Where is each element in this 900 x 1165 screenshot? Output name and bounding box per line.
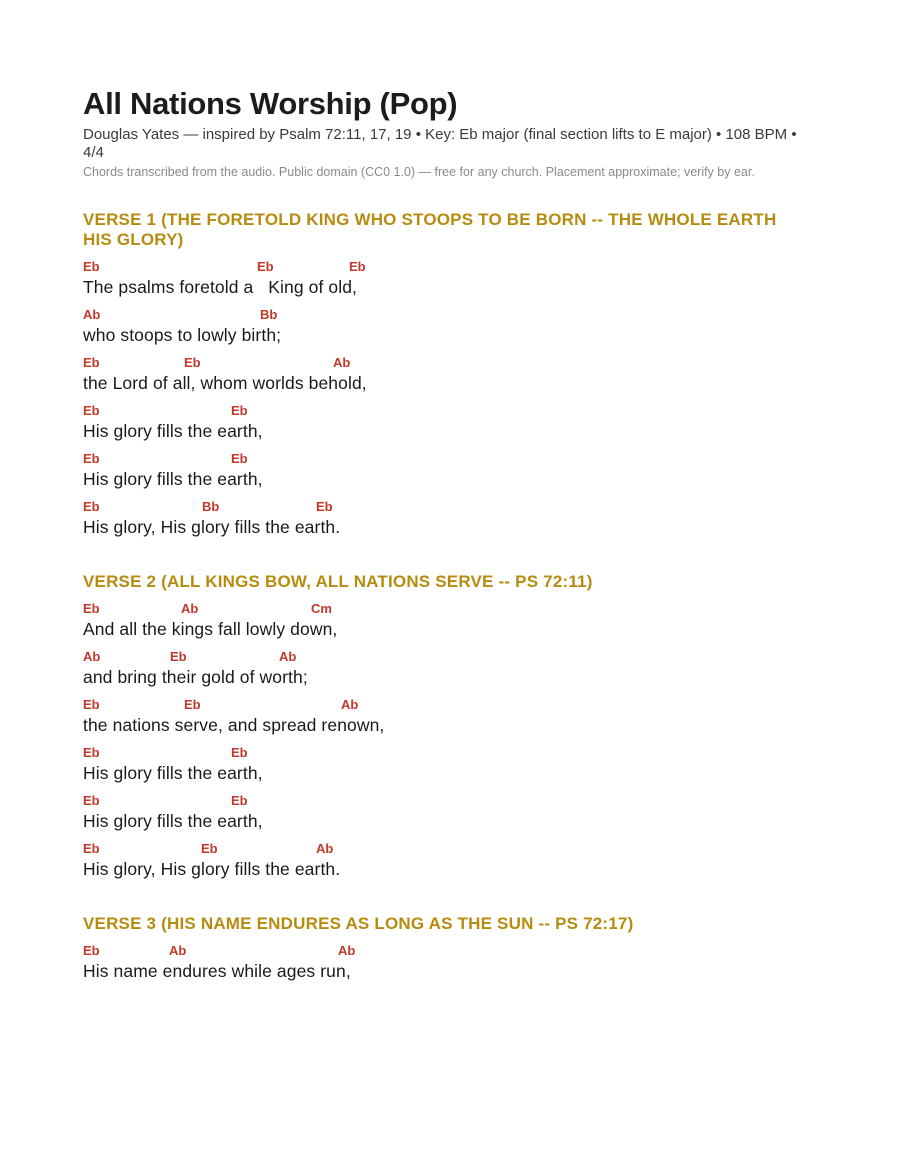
chord-symbol: Eb xyxy=(83,601,100,616)
chord-symbol: Ab xyxy=(181,601,199,616)
lyric-line xyxy=(83,307,823,346)
chord-symbol: Bb xyxy=(260,307,278,322)
chord-symbol: Eb xyxy=(83,499,100,514)
lyric-text: His glory fills the earth, xyxy=(83,421,263,441)
chord-symbol: Bb xyxy=(202,499,220,514)
verse-section xyxy=(83,210,823,538)
chord-symbol: Eb xyxy=(184,355,201,370)
chord-symbol: Cm xyxy=(311,601,332,616)
chord-row xyxy=(83,793,823,810)
lyric-line xyxy=(83,355,823,394)
section-title: VERSE 2 (ALL KINGS BOW, ALL NATIONS SERVE -- PS 72:11) xyxy=(83,572,593,591)
chord-row xyxy=(83,841,823,858)
chord-symbol: Eb xyxy=(83,355,100,370)
chord-symbol: Eb xyxy=(83,259,100,274)
chord-symbol: Ab xyxy=(338,943,356,958)
chord-symbol: Ab xyxy=(83,307,101,322)
chord-symbol: Eb xyxy=(83,745,100,760)
chord-symbol: Eb xyxy=(184,697,201,712)
chord-symbol: Eb xyxy=(231,451,248,466)
lyric-text: His glory, His glory fills the earth. xyxy=(83,517,341,537)
lyric-text: His name endures while ages run, xyxy=(83,961,351,981)
verse-section xyxy=(83,572,823,880)
chord-symbol: Eb xyxy=(83,943,100,958)
sections xyxy=(83,210,823,982)
lyric-line xyxy=(83,403,823,442)
lyric-line xyxy=(83,841,823,880)
chord-symbol: Eb xyxy=(83,841,100,856)
song-title: All Nations Worship (Pop) xyxy=(83,86,458,121)
chord-row xyxy=(83,601,823,618)
chord-symbol: Eb xyxy=(83,793,100,808)
section-title: VERSE 1 (THE FORETOLD KING WHO STOOPS TO BE BORN -- THE WHOLE EARTH HIS GLORY) xyxy=(83,210,777,249)
lyric-text: and bring their gold of worth; xyxy=(83,667,308,687)
lyric-text: His glory fills the earth, xyxy=(83,811,263,831)
chord-row xyxy=(83,745,823,762)
chord-symbol: Ab xyxy=(169,943,187,958)
lyric-text: the Lord of all, whom worlds behold, xyxy=(83,373,367,393)
chord-row xyxy=(83,307,823,324)
chord-symbol: Eb xyxy=(83,403,100,418)
lyric-text: His glory, His glory fills the earth. xyxy=(83,859,341,879)
chord-symbol: Eb xyxy=(201,841,218,856)
chord-symbol: Eb xyxy=(231,745,248,760)
lyric-text: His glory fills the earth, xyxy=(83,469,263,489)
chord-symbol: Ab xyxy=(83,649,101,664)
verse-section xyxy=(83,914,823,982)
lyric-line xyxy=(83,943,823,982)
lyric-line xyxy=(83,259,823,298)
chord-symbol: Eb xyxy=(257,259,274,274)
chord-symbol: Eb xyxy=(170,649,187,664)
chord-symbol: Ab xyxy=(279,649,297,664)
chord-row xyxy=(83,649,823,666)
chord-sheet xyxy=(83,86,823,982)
lyric-line xyxy=(83,499,823,538)
chord-symbol: Eb xyxy=(231,403,248,418)
lyric-line xyxy=(83,649,823,688)
chord-row xyxy=(83,499,823,516)
chord-symbol: Ab xyxy=(341,697,359,712)
song-meta: Douglas Yates — inspired by Psalm 72:11, 17, 19 • Key: Eb major (final section lifts to E major) • 108 BPM • 4/4 xyxy=(83,126,797,161)
lyric-text: And all the kings fall lowly down, xyxy=(83,619,338,639)
chord-symbol: Eb xyxy=(349,259,366,274)
chord-symbol: Eb xyxy=(231,793,248,808)
chord-symbol: Ab xyxy=(333,355,351,370)
chord-symbol: Ab xyxy=(316,841,334,856)
lyric-text: The psalms foretold a King of old, xyxy=(83,277,358,297)
lyric-line xyxy=(83,745,823,784)
chord-row xyxy=(83,259,823,276)
chord-symbol: Eb xyxy=(83,697,100,712)
chord-row xyxy=(83,355,823,372)
chord-symbol: Eb xyxy=(316,499,333,514)
chord-row xyxy=(83,451,823,468)
transcription-note: Chords transcribed from the audio. Public domain (CC0 1.0) — free for any church. Placement approximate; verify by ear. xyxy=(83,165,755,179)
lyric-text: His glory fills the earth, xyxy=(83,763,263,783)
section-title: VERSE 3 (HIS NAME ENDURES AS LONG AS THE SUN -- PS 72:17) xyxy=(83,914,634,933)
lyric-line xyxy=(83,697,823,736)
lyric-text: who stoops to lowly birth; xyxy=(83,325,282,345)
lyric-line xyxy=(83,451,823,490)
chord-row xyxy=(83,403,823,420)
lyric-text: the nations serve, and spread renown, xyxy=(83,715,385,735)
lyric-line xyxy=(83,793,823,832)
chord-symbol: Eb xyxy=(83,451,100,466)
chord-row xyxy=(83,697,823,714)
chord-row xyxy=(83,943,823,960)
lyric-line xyxy=(83,601,823,640)
